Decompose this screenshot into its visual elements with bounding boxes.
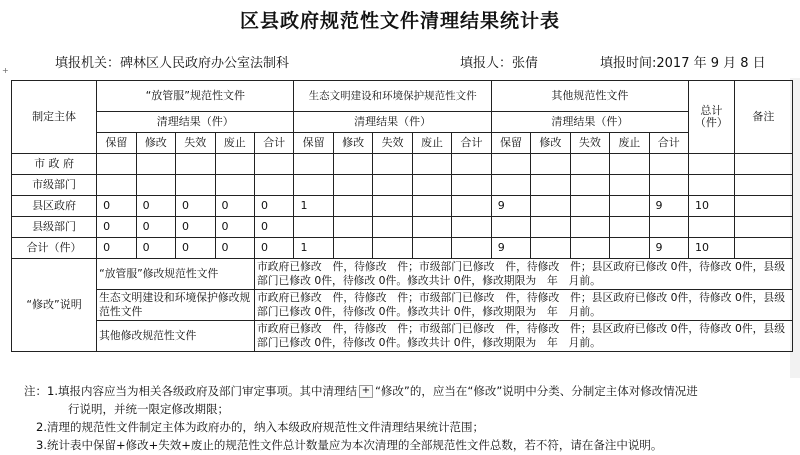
table-cell[interactable] [176, 175, 215, 196]
table-cell[interactable] [531, 154, 570, 175]
row-label: 市 政 府 [12, 154, 97, 175]
table-cell[interactable]: 0 [254, 196, 293, 217]
add-icon[interactable]: + [359, 385, 373, 398]
table-cell[interactable] [97, 154, 136, 175]
table-cell[interactable] [491, 154, 530, 175]
report-time: 填报时间:2017 年 9 月 8 日 [600, 56, 766, 71]
table-cell[interactable] [531, 217, 570, 238]
row-marker-icon: + [2, 66, 9, 75]
table-cell[interactable]: 9 [491, 196, 530, 217]
table-cell[interactable] [649, 217, 689, 238]
table-cell[interactable]: 0 [136, 238, 175, 259]
table-cell[interactable]: 0 [176, 238, 215, 259]
table-cell[interactable]: 0 [97, 217, 136, 238]
header-group-ecology: 生态文明建设和环境保护规范性文件 [294, 81, 491, 112]
table-cell[interactable]: 9 [491, 238, 530, 259]
notes [24, 382, 794, 454]
table-cell[interactable]: 0 [97, 196, 136, 217]
sub-modify: 修改 [136, 133, 175, 154]
table-cell[interactable] [452, 217, 491, 238]
explain-text-other[interactable]: 市政府已修改 件，待修改 件；市级部门已修改 件，待修改 件；县区政府已修改 0件，待修改 0件，县级部门已修改 0件，待修改 0件。修改共计 0件，修改期限为 年 月前。 [254, 321, 792, 352]
sub-invalid: 失效 [570, 133, 609, 154]
explain-label: “修改”说明 [12, 259, 97, 352]
table-cell[interactable]: 1 [294, 196, 333, 217]
table-cell[interactable] [531, 238, 570, 259]
table-cell[interactable]: 0 [215, 217, 254, 238]
table-cell[interactable]: 9 [649, 196, 689, 217]
table-cell[interactable] [97, 175, 136, 196]
note-3: 3.统计表中保留+修改+失效+废止的规范性文件总计数量应为本次清理的全部规范性文件总数，若不符，请在备注中说明。 [36, 438, 663, 452]
table-cell[interactable] [452, 196, 491, 217]
table-cell[interactable] [491, 217, 530, 238]
reporting-organization: 填报机关：碑林区人民政府办公室法制科 [55, 56, 290, 71]
header-group-fangguanfu: “放管服”规范性文件 [97, 81, 294, 112]
table-cell[interactable]: 10 [689, 238, 735, 259]
table-cell[interactable] [333, 238, 372, 259]
table-cell[interactable] [570, 154, 609, 175]
row-label: 市级部门 [12, 175, 97, 196]
table-cell[interactable] [452, 238, 491, 259]
table-row [12, 217, 793, 238]
table-cell[interactable] [176, 154, 215, 175]
note-1b: “修改”的，应当在“修改”说明中分类、分制定主体对修改情况进 [374, 384, 698, 398]
page-title: 区县政府规范性文件清理结果统计表 [239, 10, 560, 32]
table-cell[interactable]: 10 [689, 196, 735, 217]
table-cell-remark[interactable] [734, 175, 792, 196]
header-group-other: 其他规范性文件 [491, 81, 688, 112]
header-total: 总计（件） [689, 81, 735, 154]
table-cell[interactable] [333, 196, 372, 217]
reporter: 填报人：张倩 [460, 56, 539, 71]
table-cell[interactable] [452, 175, 491, 196]
header-subject: 制定主体 [12, 81, 97, 154]
table-cell[interactable] [294, 154, 333, 175]
table-cell[interactable] [294, 175, 333, 196]
row-label: 县区政府 [12, 196, 97, 217]
sub-keep: 保留 [491, 133, 530, 154]
table-cell[interactable]: 0 [215, 196, 254, 217]
table-cell[interactable] [412, 217, 451, 238]
table-cell[interactable]: 0 [215, 238, 254, 259]
table-cell[interactable] [412, 175, 451, 196]
table-cell[interactable] [373, 196, 412, 217]
table-cell[interactable] [531, 196, 570, 217]
header-result-2: 清理结果（件） [294, 112, 491, 133]
table-cell[interactable] [215, 154, 254, 175]
table-cell[interactable] [254, 154, 293, 175]
table-cell-remark[interactable] [734, 238, 792, 259]
row-label: 县级部门 [12, 217, 97, 238]
sub-abolish: 废止 [215, 133, 254, 154]
table-cell[interactable] [254, 175, 293, 196]
table-cell[interactable] [610, 196, 649, 217]
table-cell[interactable]: 0 [176, 196, 215, 217]
table-cell[interactable] [294, 217, 333, 238]
table-cell[interactable] [333, 154, 372, 175]
table-cell-remark[interactable] [734, 154, 792, 175]
table-row [12, 175, 793, 196]
table-cell[interactable]: 0 [136, 196, 175, 217]
table-cell[interactable] [610, 238, 649, 259]
table-cell[interactable] [570, 196, 609, 217]
table-cell[interactable] [373, 238, 412, 259]
table-cell[interactable] [333, 175, 372, 196]
table-cell[interactable]: 0 [136, 217, 175, 238]
sub-modify: 修改 [333, 133, 372, 154]
table-cell[interactable] [333, 217, 372, 238]
sub-invalid: 失效 [373, 133, 412, 154]
table-cell[interactable] [373, 154, 412, 175]
note-2: 2.清理的规范性文件制定主体为政府办的，纳入本级政府规范性文件清理结果统计范围； [36, 420, 484, 434]
table-cell[interactable] [610, 175, 649, 196]
explain-row [12, 290, 793, 321]
table-cell[interactable]: 9 [649, 238, 689, 259]
explain-row [12, 321, 793, 352]
table-cell[interactable] [610, 217, 649, 238]
table-cell[interactable] [215, 175, 254, 196]
sub-keep: 保留 [97, 133, 136, 154]
table-cell[interactable] [136, 175, 175, 196]
sub-keep: 保留 [294, 133, 333, 154]
table-cell[interactable] [570, 238, 609, 259]
sub-abolish: 废止 [610, 133, 649, 154]
explain-type-other: 其他修改规范性文件 [97, 321, 255, 352]
table-cell-remark[interactable] [734, 196, 792, 217]
sub-abolish: 废止 [412, 133, 451, 154]
note-1a: 注：1.填报内容应当为相关各级政府及部门审定事项。其中清理结 [24, 384, 357, 398]
table-cell[interactable]: 1 [294, 238, 333, 259]
sub-sum: 合计 [254, 133, 293, 154]
explain-text-fangguanfu[interactable]: 市政府已修改 件，待修改 件；市级部门已修改 件，待修改 件；县区政府已修改 0件，待修改 0件，县级部门已修改 0件，待修改 0件。修改共计 0件，修改期限为 年 月前。 [254, 259, 792, 290]
statistics-table [11, 80, 793, 352]
table-cell[interactable] [373, 217, 412, 238]
table-cell[interactable] [412, 238, 451, 259]
header-result-1: 清理结果（件） [97, 112, 294, 133]
table-cell[interactable] [491, 175, 530, 196]
header-remark: 备注 [734, 81, 792, 154]
table-cell[interactable]: 0 [254, 238, 293, 259]
table-cell-remark[interactable] [734, 217, 792, 238]
table-cell[interactable] [649, 154, 689, 175]
table-cell[interactable] [412, 154, 451, 175]
table-cell[interactable] [373, 175, 412, 196]
explain-type-ecology: 生态文明建设和环境保护修改规范性文件 [97, 290, 255, 321]
table-cell[interactable] [649, 175, 689, 196]
table-cell[interactable]: 0 [254, 217, 293, 238]
table-cell[interactable] [610, 154, 649, 175]
table-cell[interactable] [412, 196, 451, 217]
explain-text-ecology[interactable]: 市政府已修改 件，待修改 件；市级部门已修改 件，待修改 件；县区政府已修改 0件，待修改 0件，县级部门已修改 0件，待修改 0件。修改共计 0件，修改期限为 年 月前。 [254, 290, 792, 321]
table-row [12, 154, 793, 175]
table-cell[interactable] [570, 175, 609, 196]
explain-type-fangguanfu: “放管服”修改规范性文件 [97, 259, 255, 290]
header-result-3: 清理结果（件） [491, 112, 688, 133]
table-cell[interactable]: 0 [176, 217, 215, 238]
sub-sum: 合计 [452, 133, 491, 154]
sub-modify: 修改 [531, 133, 570, 154]
table-cell[interactable]: 0 [97, 238, 136, 259]
table-cell[interactable] [689, 154, 735, 175]
table-cell[interactable] [689, 217, 735, 238]
table-cell[interactable] [136, 154, 175, 175]
note-1c: 行说明，并统一限定修改期限； [68, 402, 229, 416]
row-label: 合计（件） [12, 238, 97, 259]
sub-sum: 合计 [649, 133, 689, 154]
explain-row [12, 259, 793, 290]
table-cell[interactable] [531, 175, 570, 196]
table-cell[interactable] [452, 154, 491, 175]
table-cell[interactable] [570, 217, 609, 238]
table-row [12, 196, 793, 217]
table-row-total [12, 238, 793, 259]
table-cell[interactable] [689, 175, 735, 196]
sub-invalid: 失效 [176, 133, 215, 154]
